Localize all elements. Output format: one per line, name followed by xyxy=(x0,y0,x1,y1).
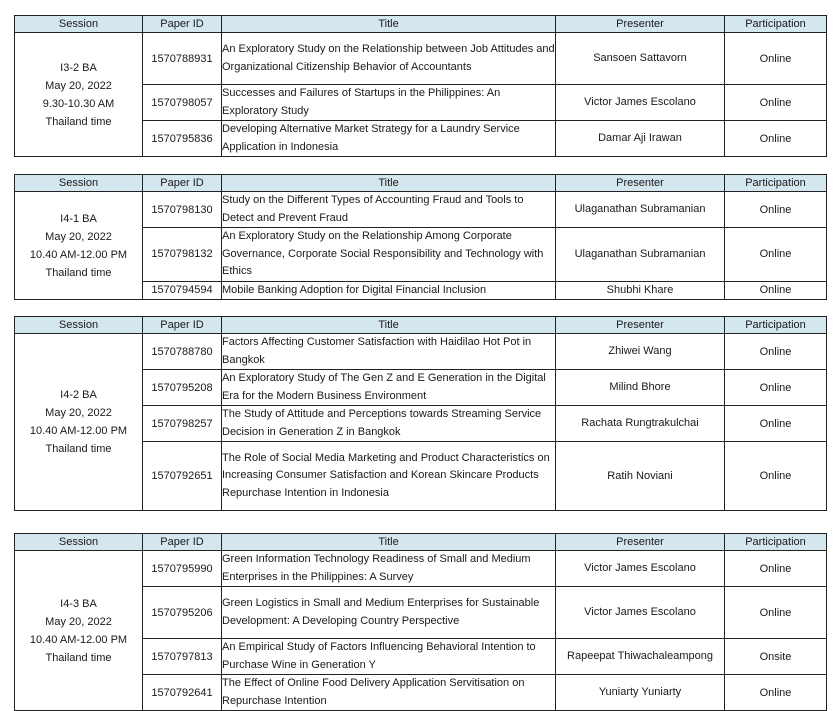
session-line: Thailand time xyxy=(45,651,112,664)
header-session: Session xyxy=(15,534,143,551)
participation-cell: Online xyxy=(725,551,827,587)
header-session: Session xyxy=(15,175,143,192)
header-participation: Participation xyxy=(725,175,827,192)
title-cell: Mobile Banking Adoption for Digital Financial Inclusion xyxy=(222,281,556,300)
participation-cell: Online xyxy=(725,587,827,639)
header-title: Title xyxy=(222,317,556,334)
session-cell xyxy=(15,192,143,300)
paper-id-cell: 1570795208 xyxy=(143,370,222,406)
title-cell: The Effect of Online Food Delivery Application Servitisation on Repurchase Intention xyxy=(222,675,556,711)
session-table xyxy=(14,174,827,300)
header-row xyxy=(15,317,827,334)
paper-id-cell: 1570794594 xyxy=(143,281,222,300)
session-line: Thailand time xyxy=(45,115,112,128)
paper-id-cell: 1570798257 xyxy=(143,406,222,442)
title-cell: An Exploratory Study on the Relationship Among Corporate Governance, Corporate Social Responsibility and Technology with Ethics xyxy=(222,228,556,282)
presenter-cell: Rapeepat Thiwachaleampong xyxy=(556,639,725,675)
participation-cell: Online xyxy=(725,228,827,282)
table-row xyxy=(15,33,827,85)
paper-id-cell: 1570795836 xyxy=(143,121,222,157)
header-presenter: Presenter xyxy=(556,534,725,551)
session-cell xyxy=(15,33,143,157)
title-cell: Green Logistics in Small and Medium Enterprises for Sustainable Development: A Developing Country Perspective xyxy=(222,587,556,639)
participation-cell: Online xyxy=(725,334,827,370)
paper-id-cell: 1570792641 xyxy=(143,675,222,711)
header-row xyxy=(15,16,827,33)
session-line: May 20, 2022 xyxy=(45,615,112,628)
session-line: I4-3 BA xyxy=(60,597,97,610)
presenter-cell: Ulaganathan Subramanian xyxy=(556,192,725,228)
paper-id-cell: 1570792651 xyxy=(143,442,222,511)
session-table xyxy=(14,15,827,157)
title-cell: An Exploratory Study of The Gen Z and E Generation in the Digital Era for the Modern Business Environment xyxy=(222,370,556,406)
presenter-cell: Victor James Escolano xyxy=(556,85,725,121)
paper-id-cell: 1570798132 xyxy=(143,228,222,282)
session-line: Thailand time xyxy=(45,266,112,279)
table-row xyxy=(15,551,827,587)
presenter-cell: Shubhi Khare xyxy=(556,281,725,300)
header-participation: Participation xyxy=(725,534,827,551)
session-line: 10.40 AM-12.00 PM xyxy=(29,248,128,261)
title-cell: The Study of Attitude and Perceptions towards Streaming Service Decision in Generation Z in Bangkok xyxy=(222,406,556,442)
participation-cell: Online xyxy=(725,675,827,711)
participation-cell: Online xyxy=(725,406,827,442)
header-participation: Participation xyxy=(725,16,827,33)
paper-id-cell: 1570797813 xyxy=(143,639,222,675)
participation-cell: Online xyxy=(725,370,827,406)
header-title: Title xyxy=(222,534,556,551)
participation-cell: Onsite xyxy=(725,639,827,675)
participation-cell: Online xyxy=(725,442,827,511)
presenter-cell: Milind Bhore xyxy=(556,370,725,406)
presenter-cell: Yuniarty Yuniarty xyxy=(556,675,725,711)
session-line: May 20, 2022 xyxy=(45,407,112,419)
participation-cell: Online xyxy=(725,281,827,300)
participation-cell: Online xyxy=(725,85,827,121)
title-cell: Study on the Different Types of Accounting Fraud and Tools to Detect and Prevent Fraud xyxy=(222,192,556,228)
title-cell: The Role of Social Media Marketing and Product Characteristics on Increasing Consumer Satisfaction and Korean Skincare Products Repurchase Intention in Indonesia xyxy=(222,442,556,511)
title-cell: Developing Alternative Market Strategy for a Laundry Service Application in Indonesia xyxy=(222,121,556,157)
session-line: I4-1 BA xyxy=(60,212,97,225)
presenter-cell: Sansoen Sattavorn xyxy=(556,33,725,85)
header-paper-id: Paper ID xyxy=(143,317,222,334)
session-line: I4-2 BA xyxy=(60,389,97,401)
presenter-cell: Damar Aji Irawan xyxy=(556,121,725,157)
header-row xyxy=(15,175,827,192)
presenter-cell: Zhiwei Wang xyxy=(556,334,725,370)
title-cell: Green Information Technology Readiness of Small and Medium Enterprises in the Philippines: A Survey xyxy=(222,551,556,587)
presenter-cell: Ulaganathan Subramanian xyxy=(556,228,725,282)
table-row xyxy=(15,192,827,228)
title-cell: Factors Affecting Customer Satisfaction with Haidilao Hot Pot in Bangkok xyxy=(222,334,556,370)
session-line: Thailand time xyxy=(45,443,112,455)
table-row xyxy=(15,334,827,370)
paper-id-cell: 1570795206 xyxy=(143,587,222,639)
session-cell xyxy=(15,551,143,711)
session-line: 10.40 AM-12.00 PM xyxy=(29,633,128,646)
session-table xyxy=(14,533,827,711)
header-paper-id: Paper ID xyxy=(143,534,222,551)
presenter-cell: Ratih Noviani xyxy=(556,442,725,511)
presenter-cell: Rachata Rungtrakulchai xyxy=(556,406,725,442)
schedule-tables xyxy=(14,15,826,711)
header-paper-id: Paper ID xyxy=(143,175,222,192)
paper-id-cell: 1570788780 xyxy=(143,334,222,370)
header-paper-id: Paper ID xyxy=(143,16,222,33)
header-title: Title xyxy=(222,16,556,33)
paper-id-cell: 1570788931 xyxy=(143,33,222,85)
session-line: May 20, 2022 xyxy=(45,230,112,243)
header-title: Title xyxy=(222,175,556,192)
presenter-cell: Victor James Escolano xyxy=(556,551,725,587)
session-cell xyxy=(15,334,143,511)
paper-id-cell: 1570795990 xyxy=(143,551,222,587)
paper-id-cell: 1570798057 xyxy=(143,85,222,121)
presenter-cell: Victor James Escolano xyxy=(556,587,725,639)
header-row xyxy=(15,534,827,551)
session-line: May 20, 2022 xyxy=(45,79,112,92)
session-line: 9.30-10.30 AM xyxy=(42,97,115,110)
header-session: Session xyxy=(15,317,143,334)
session-line: I3-2 BA xyxy=(60,61,97,74)
header-session: Session xyxy=(15,16,143,33)
header-presenter: Presenter xyxy=(556,317,725,334)
header-presenter: Presenter xyxy=(556,175,725,192)
title-cell: Successes and Failures of Startups in the Philippines: An Exploratory Study xyxy=(222,85,556,121)
participation-cell: Online xyxy=(725,121,827,157)
session-line: 10.40 AM-12.00 PM xyxy=(29,425,128,437)
title-cell: An Exploratory Study on the Relationship between Job Attitudes and Organizational Citizenship Behavior of Accountants xyxy=(222,33,556,85)
participation-cell: Online xyxy=(725,192,827,228)
participation-cell: Online xyxy=(725,33,827,85)
session-table xyxy=(14,316,827,511)
title-cell: An Empirical Study of Factors Influencing Behavioral Intention to Purchase Wine in Generation Y xyxy=(222,639,556,675)
paper-id-cell: 1570798130 xyxy=(143,192,222,228)
header-participation: Participation xyxy=(725,317,827,334)
header-presenter: Presenter xyxy=(556,16,725,33)
